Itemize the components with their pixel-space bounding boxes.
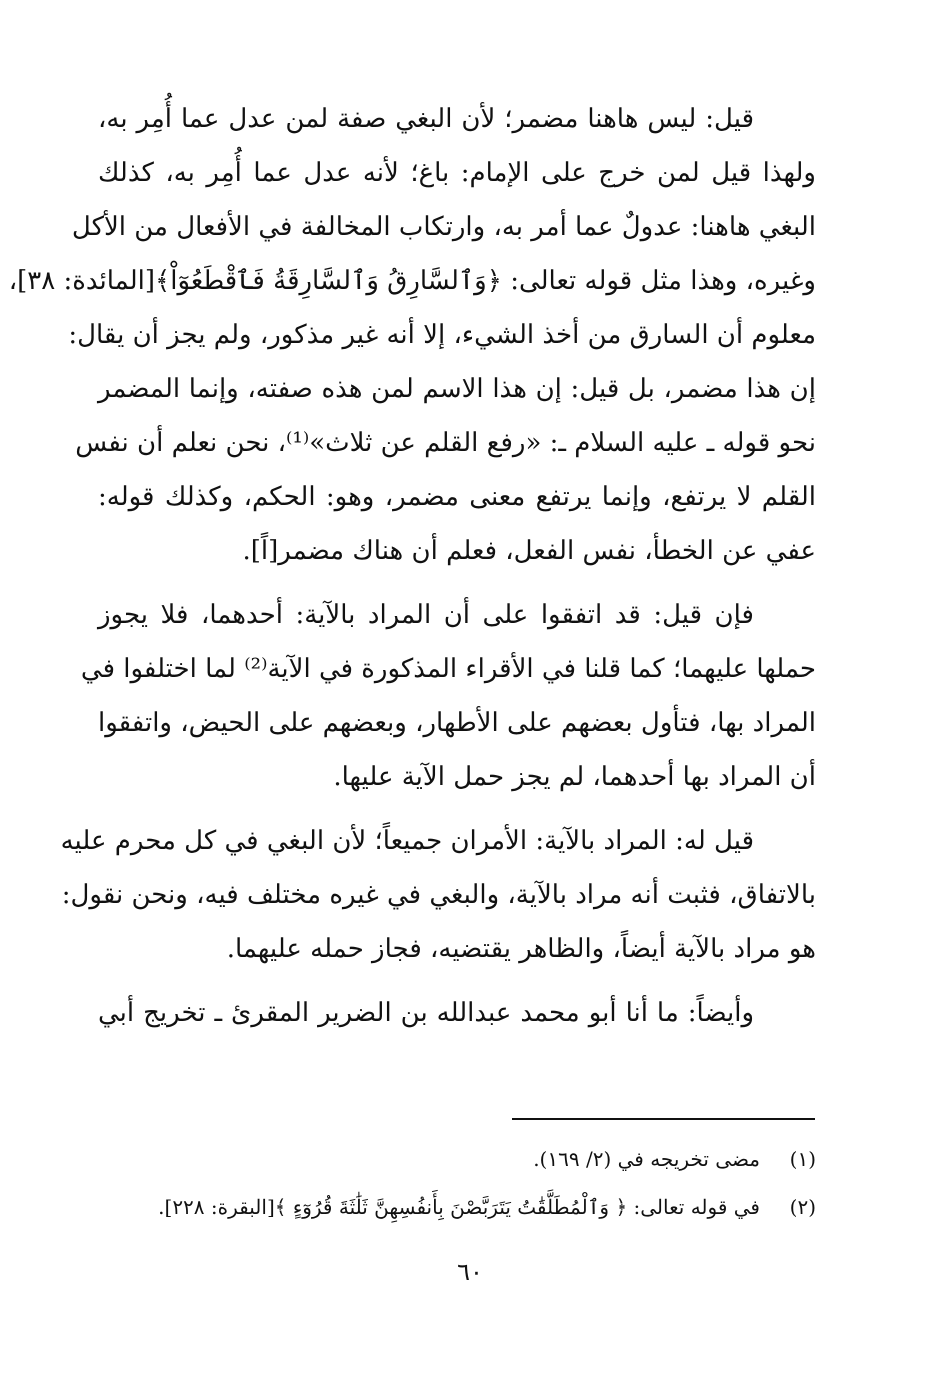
text-line: فإن قيل: قد اتفقوا على أن المراد بالآية: أحدهما، فلا يجوز [98, 600, 754, 630]
paragraph-1 [8, 92, 816, 578]
page-number: ٦٠ [457, 1258, 483, 1286]
text-line: قيل: ليس هاهنا مضمر؛ لأن البغي صفة لمن عدل عما أُمِر به، [98, 104, 754, 134]
footnotes [120, 1135, 816, 1231]
text-line: وأيضاً: ما أنا أبو محمد عبدالله بن الضرير المقرئ ـ تخريج أبي [98, 998, 755, 1028]
text-line: نحو قوله ـ عليه السلام ـ: «رفع القلم عن ثلاث»⁽¹⁾، نحن نعلم أن نفس [75, 428, 816, 458]
footnote-number: (١) [789, 1147, 816, 1171]
footnote-2 [120, 1183, 816, 1231]
footnote-text: في قوله تعالى: ﴿ وَٱلْمُطَلَّقَٰتُ يَتَرَبَّصْنَ بِأَنفُسِهِنَّ ثَلَٰثَةَ قُرُوٓءٍ ﴾[البقرة: ٢٢٨]. [158, 1195, 760, 1219]
text-line: القلم لا يرتفع، وإنما يرتفع معنى مضمر، وهو: الحكم، وكذلك قوله: [98, 482, 816, 512]
footnote-number: (٢) [789, 1195, 816, 1219]
footnote-text: مضى تخريجه في (٢/ ١٦٩). [533, 1147, 760, 1171]
text-line: المراد بها، فتأول بعضهم على الأطهار، وبعضهم على الحيض، واتفقوا [98, 708, 816, 738]
paragraph-2 [80, 588, 816, 804]
footnote-divider [512, 1118, 815, 1120]
text-line: حملها عليهما؛ كما قلنا في الأقراء المذكورة في الآية⁽²⁾ لما اختلفوا في [80, 654, 816, 684]
text-line: إن هذا مضمر، بل قيل: إن هذا الاسم لمن هذه صفته، وإنما المضمر [98, 374, 816, 404]
paragraph-3 [60, 814, 816, 976]
text-line: أن المراد بها أحدهما، لم يجز حمل الآية عليها. [333, 762, 816, 792]
text-line: عفي عن الخطأ، نفس الفعل، فعلم أن هناك مضمر[اً]. [242, 536, 816, 566]
paragraph-4 [98, 986, 816, 1040]
footnote-1 [120, 1135, 816, 1183]
text-line: وغيره، وهذا مثل قوله تعالى: ﴿وَٱلسَّارِقُ وَٱلسَّارِقَةُ فَٱقْطَعُوٓاْ﴾[المائدة: ٣٨]، [8, 266, 816, 296]
text-line: هو مراد بالآية أيضاً، والظاهر يقتضيه، فجاز حمله عليهما. [226, 934, 816, 964]
text-line: معلوم أن السارق من أخذ الشيء، إلا أنه غير مذكور، ولم يجز أن يقال: [68, 320, 816, 350]
main-text [8, 92, 816, 1050]
text-line: ولهذا قيل لمن خرج على الإمام: باغ؛ لأنه عدل عما أُمِر به، كذلك [98, 158, 816, 188]
text-line: البغي هاهنا: عدولٌ عما أمر به، وارتكاب المخالفة في الأفعال من الأكل [71, 212, 816, 242]
text-line: بالاتفاق، فثبت أنه مراد بالآية، والبغي في غيره مختلف فيه، ونحن نقول: [61, 880, 816, 910]
text-line: قيل له: المراد بالآية: الأمران جميعاً؛ لأن البغي في كل محرم عليه [60, 826, 754, 856]
